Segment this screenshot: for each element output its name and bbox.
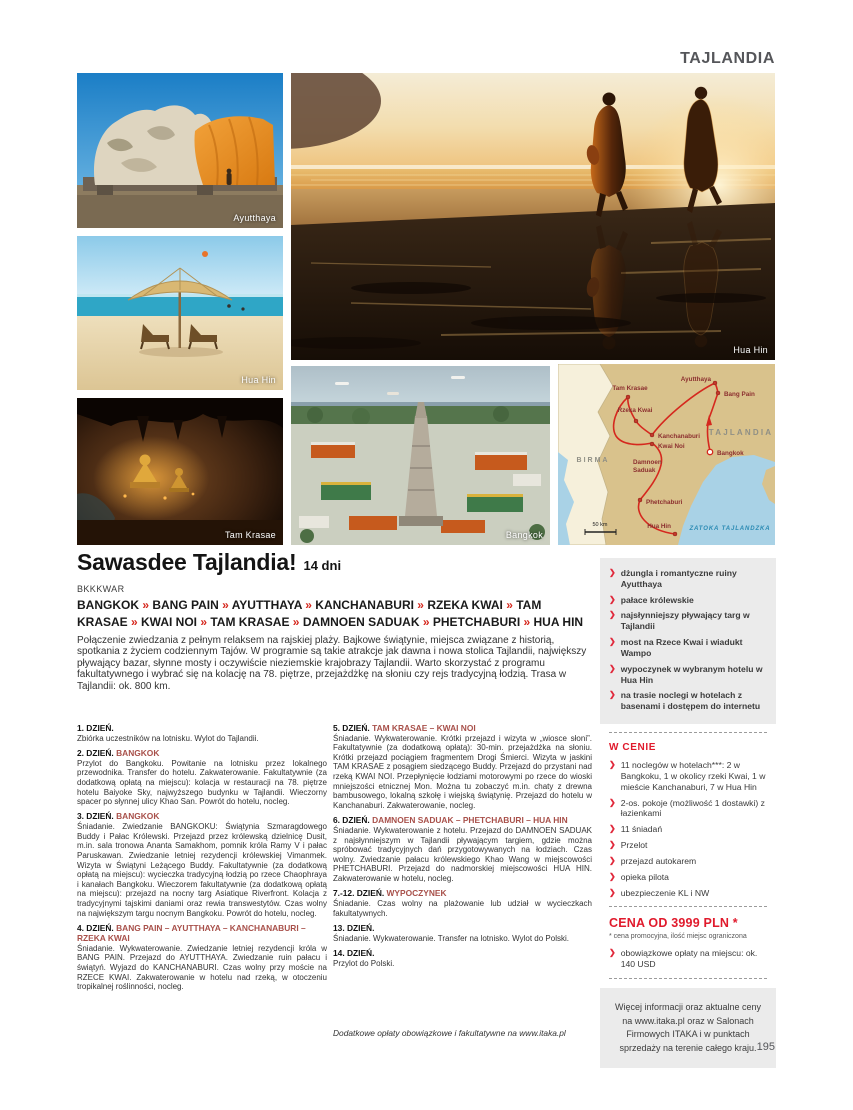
itinerary-day (333, 723, 592, 811)
day-location: BANG PAIN – AYUTTHAYA – KANCHANABURI – RZEKA KWAI (77, 922, 306, 943)
map-city-label: Bangkok (717, 450, 744, 457)
map-city-label: Kanchanaburi (658, 433, 700, 440)
page-number: 195 (756, 1041, 775, 1053)
day-heading (77, 723, 327, 733)
map-city-label: Hua Hin (647, 523, 671, 530)
list-item (609, 690, 767, 712)
day-location: BANGKOK (113, 811, 160, 822)
list-item (609, 888, 767, 899)
monks-beach-illustration (291, 73, 775, 360)
chevron-icon: ❯ (609, 610, 616, 620)
chevron-icon: ❯ (609, 594, 616, 604)
map-city-dot (650, 433, 654, 437)
day-location: DAMNOEN SADUAK – PHETCHABURI – HUA HIN (369, 814, 568, 825)
list-item (609, 872, 767, 883)
dashed-divider (609, 732, 767, 733)
day-description: Przylot do Bangkoku. Powitanie na lotnisku przez lokalnego przewodnika. Transfer do hotelu. Zakwaterowanie. Fakultatywnie (za dodatkową opłatą na miejscu): kolacja w restauracji na 78. piętrze hotelu Baiyoke Sky, najwyższego budynku w Tajlandii. Wieczorny spacer po słynnej ulicy Khao San. Powrót do hotelu, nocleg. (77, 758, 327, 807)
chevron-icon: ❯ (609, 568, 616, 577)
photo-caption: Bangkok (505, 530, 543, 540)
route-stop: KWAI NOI (141, 614, 198, 629)
route-stop: KANCHANABURI (315, 598, 414, 612)
ayutthaya-illustration (77, 73, 283, 228)
dashed-divider (609, 906, 767, 907)
route-map (558, 364, 775, 545)
photo-monks-beach (291, 73, 775, 360)
list-item-label: obowiązkowe opłaty na miejscu: ok. 140 USD (620, 948, 758, 970)
beach-illustration (77, 236, 283, 390)
umbrella-pole (179, 286, 182, 348)
fees-note: Dodatkowe opłaty obowiązkowe i fakultatywne na www.itaka.pl (333, 1028, 566, 1038)
photo-bangkok-temple (291, 366, 550, 545)
price-fine-print: * cena promocyjna, ilość miejsc ograniczona (609, 933, 747, 941)
day-location: WYPOCZYNEK (384, 887, 447, 898)
route-separator: » (218, 598, 232, 612)
list-item-label: pałace królewskie (620, 594, 694, 605)
candle (163, 496, 166, 499)
day-number: 13. DZIEŃ. (333, 922, 375, 933)
day-number: 5. DZIEŃ. (333, 722, 370, 733)
list-item (609, 948, 767, 970)
itinerary-col-right (333, 718, 592, 969)
photo-hua-hin-beach (77, 236, 283, 390)
chevron-icon: ❯ (609, 948, 616, 958)
day-number: 1. DZIEŃ. (77, 722, 114, 733)
in-price-title: W CENIE (609, 742, 656, 754)
day-description: Śniadanie. Wykwaterowanie. Zwiedzanie letniej rezydencji króla w BANG PAIN. Przejazd do AYUTTHAYA. Zwiedzanie ruin pałacu i świątyń. Wyjazd do KANCHANABURI. Czas wolny przy moście na RZECE KWAI. Zakwaterowanie w hotelu nad rzeką, w otoczeniu tropikalnej roślinności, nocleg. (77, 943, 327, 992)
list-item-label: opieka pilota (620, 871, 669, 882)
map-city-dot (673, 532, 677, 536)
route-stop: AYUTTHAYA (231, 598, 302, 612)
day-number: 3. DZIEŃ. (77, 811, 114, 822)
list-item (609, 637, 767, 659)
map-city-label: Ayutthaya (680, 376, 711, 383)
chevron-icon: ❯ (609, 871, 616, 881)
in-price-list (609, 760, 767, 898)
cave-illustration (77, 398, 283, 545)
map-city-label: Tam Krasae (612, 385, 648, 392)
map-city-label: Damnoen (633, 459, 662, 466)
route-separator: » (520, 614, 534, 629)
itinerary-day (333, 923, 592, 944)
map-country-label: TAJLANDIA (708, 428, 774, 437)
chevron-icon: ❯ (609, 663, 616, 673)
day-description: Zbiórka uczestników na lotnisku. Wylot do Tajlandii. (77, 733, 259, 743)
chevron-icon: ❯ (609, 887, 616, 897)
day-heading (77, 923, 327, 943)
list-item (609, 664, 767, 686)
chevron-icon: ❯ (609, 690, 616, 700)
list-item (609, 610, 767, 632)
route-separator: » (413, 598, 428, 612)
photo-caption: Hua Hin (733, 345, 768, 355)
chevron-icon: ❯ (609, 855, 616, 865)
route-stop: BANGKOK (77, 598, 139, 612)
list-item-label: ubezpieczenie KL i NW (620, 887, 710, 898)
highlights-list (609, 568, 767, 712)
day-description: Śniadanie. Wykwaterowanie z hotelu. Przejazd do DAMNOEN SADUAK z najsłynniejszym w Tajlandii pływającym targiem, gdzie można spróbować tradycyjnych dań przygotowywanych na łodziach. Czas wolny. Zwiedzanie pałacu królewskiego Khao Wang w miejscowości PHETCHABURI. Przejazd do nadmorskiej miejscowości HUA HIN. Zakwaterowanie w hotelu, nocleg. (333, 825, 592, 883)
route-separator: » (139, 598, 153, 612)
day-number: 2. DZIEŃ. (77, 747, 114, 758)
day-heading (333, 815, 592, 825)
itinerary-day (77, 923, 327, 992)
list-item (609, 595, 767, 606)
itinerary-day (333, 888, 592, 918)
river (291, 366, 550, 406)
itinerary-day (77, 723, 327, 744)
day-number: 4. DZIEŃ. (77, 922, 114, 933)
list-item (609, 824, 767, 835)
list-item (609, 840, 767, 851)
price-extra-list (609, 948, 767, 970)
map-city-dot (707, 449, 712, 454)
day-heading (77, 811, 327, 821)
chevron-icon: ❯ (609, 797, 616, 807)
map-city-label: Kwai Noi (658, 443, 685, 450)
photo-tam-krasae-cave (77, 398, 283, 545)
day-location: BANGKOK (113, 747, 160, 758)
list-item-label: przejazd autokarem (620, 855, 697, 866)
map-city-dot (713, 381, 717, 385)
day-heading (333, 923, 592, 933)
trip-title-row (77, 549, 341, 576)
contact-box: Więcej informacji oraz aktualne ceny na www.itaka.pl oraz w Salonach Firmowych ITAKA i w punktach sprzedaży na terenie całego kraju. (600, 988, 776, 1068)
photo-caption: Tam Krasae (224, 530, 276, 540)
page-region-header: TAJLANDIA (680, 50, 775, 67)
orange-drape (194, 116, 275, 185)
map-city-label: Phetchaburi (646, 499, 683, 506)
trip-intro: Połączenie zwiedzania z pełnym relaksem na rajskiej plaży. Bajkowe świątynie, miejsca związane z historią, spotkania z życiem codziennym Tajów. W programie są takie atrakcje jak dawna i nowa stolica Tajlandii, największy pływający bazar, słynne mosty i oczywiście nieziemskie krajobrazy Tajlandii. Warto skorzystać z programu fakultatywnego i wybrać się na kolację na 78. piętrze, przejażdżkę na słoniu czy rejs tradycyjną łodzią. Trasa w Tajlandii: ok. 800 km. (77, 635, 587, 692)
day-location: TAM KRASAE – KWAI NOI (369, 722, 476, 733)
list-item-label: najsłynniejszy pływający targ w Tajlandii (620, 610, 750, 632)
map-neighbor-label: BIRMA (576, 457, 610, 464)
chevron-icon: ❯ (609, 824, 616, 834)
photo-caption: Hua Hin (241, 375, 276, 385)
day-number: 7.-12. DZIEŃ. (333, 887, 385, 898)
day-description: Śniadanie. Wykwaterowanie. Transfer na lotnisko. Wylot do Polski. (333, 933, 569, 943)
itinerary-day (333, 815, 592, 884)
map-city-label: Saduak (633, 467, 656, 474)
map-city-dot (716, 391, 720, 395)
route-separator: » (197, 614, 211, 629)
map-city-dot (650, 442, 654, 446)
trip-code: BKKKWAR (77, 584, 125, 594)
trip-title: Sawasdee Tajlandia! (77, 549, 297, 575)
route-stop: DAMNOEN SADUAK (302, 614, 420, 629)
dashed-divider (609, 978, 767, 979)
map-city-dot (626, 395, 630, 399)
list-item-label: 2-os. pokoje (możliwość 1 dostawki) z łazienkami (620, 797, 765, 819)
list-item-label: na trasie noclegi w hotelach z basenami i dostępem do internetu (620, 690, 761, 712)
photo-ayutthaya (77, 73, 283, 228)
swimmer (241, 307, 244, 310)
bangkok-illustration (291, 366, 550, 545)
kite (202, 251, 208, 257)
route-separator: » (127, 614, 142, 629)
list-item-label: wypoczynek w wybranym hotelu w Hua Hin (620, 663, 763, 685)
price-title: CENA OD 3999 PLN * (609, 916, 738, 931)
itinerary-day (77, 748, 327, 807)
day-number: 14. DZIEŃ. (333, 947, 375, 958)
itinerary-day (77, 811, 327, 918)
day-heading (333, 723, 592, 733)
route-stop: PHETCHABURI (432, 614, 521, 629)
itinerary-col-left (77, 718, 327, 992)
map-city-label: Bang Pain (724, 391, 755, 398)
offer-sidebar (600, 558, 776, 1068)
list-item (609, 856, 767, 867)
chevron-icon: ❯ (609, 840, 616, 850)
day-heading (77, 748, 327, 758)
day-description: Przylot do Polski. (333, 958, 395, 968)
list-item-label: 11 śniadań (620, 824, 663, 835)
list-item-label: Przelot (620, 840, 648, 851)
day-heading (333, 948, 592, 958)
route-stop: RZEKA KWAI (427, 598, 503, 612)
map-scale-label: 50 km (592, 522, 608, 528)
route-separator: » (419, 614, 433, 629)
day-description: Śniadanie. Wykwaterowanie. Krótki przejazd i wizyta w „wiosce słoni”. Fakultatywnie (za dodatkową opłatą): 30-min. przejażdżka na słoniu. Krótki przejazd pociągiem fragmentem Drogi Śmierci. Wizyta w jaskini TAM KRASAE z posągiem siedzącego Buddy. Przejazd do przystani nad rzeką KWAI NOI. Przepłynięcie łodziami motorowymi po rzece do wioski mniejszości etnicznej Mon. Można tu zobaczyć m.in. chaty z drewna bambusowego, lokalną szkołę i wiejską świątynię. Przejazd do hotelu w Kanchanaburi. Zakwaterowanie, nocleg. (333, 733, 592, 810)
swimmer (227, 304, 231, 308)
map-city-dot (638, 498, 642, 502)
itinerary-day (333, 948, 592, 969)
list-item-label: 11 noclegów w hotelach***: 2 w Bangkoku, 1 w okolicy rzeki Kwai, 1 w mieście Kanchanaburi, 7 w Hua Hin (620, 760, 766, 792)
list-item-label: most na Rzece Kwai i wiadukt Wampo (620, 637, 743, 658)
photo-caption: Ayutthaya (233, 213, 276, 223)
route-stop: HUA HIN (533, 614, 584, 629)
small-figure (227, 169, 232, 174)
map-city-dot (634, 419, 638, 423)
list-item (609, 798, 767, 820)
day-heading (333, 888, 592, 898)
trip-duration: 14 dni (303, 558, 342, 573)
route-separator: » (301, 598, 316, 612)
highlights-box (600, 558, 776, 724)
route-stop: BANG PAIN (152, 598, 219, 612)
route-line (77, 597, 594, 631)
day-description: Śniadanie. Zwiedzanie BANGKOKU: Świątynia Szmaragdowego Buddy i Pałac Królewski. Przejazd przez królewską dzielnicę Dusit, m.in. sala tronowa Ananta Samakhom, pomnik króla Ramy V i pałac Paruskawan. Zwiedzanie letniej rezydencji królewskiej Vimanmek. Wizyta w Świątyni Leżącego Buddy. Fakultatywnie (za dodatkową opłatą na miejscu): wycieczka tradycyjną łodzią po rzece Chaophraya i kanałach Bangkoku. Wieczorem fakultatywnie (za dodatkową opłatą na miejscu): przejazd na nocny targ Asiatique Riverfront. Kolacja z tradycyjnymi tajskimi daniami oraz rewia transwestytów. Czas wolny na największym targu nocnym Bangkoku. Powrót do hotelu, nocleg. (77, 822, 327, 918)
list-item (609, 760, 767, 792)
day-description: Śniadanie. Czas wolny na plażowanie lub udział w wycieczkach fakultatywnych. (333, 899, 592, 918)
candle (123, 494, 126, 497)
candle (192, 493, 195, 496)
route-separator: » (502, 598, 517, 612)
chevron-icon: ❯ (609, 760, 616, 770)
chevron-icon: ❯ (609, 637, 616, 647)
shadow (139, 347, 223, 357)
day-number: 6. DZIEŃ. (333, 814, 370, 825)
map-svg (558, 364, 775, 545)
map-city-label: Rzeka Kwai (617, 407, 653, 414)
map-sea-label: ZATOKA TAJLANDZKA (689, 526, 771, 532)
route-separator: » (289, 614, 303, 629)
in-price-section (600, 732, 776, 979)
list-item (609, 568, 767, 590)
route-stop: TAM KRASAE (77, 598, 542, 629)
list-item-label: dżungla i romantyczne ruiny Ayutthaya (620, 568, 737, 589)
route-stop: TAM KRASAE (210, 614, 290, 629)
